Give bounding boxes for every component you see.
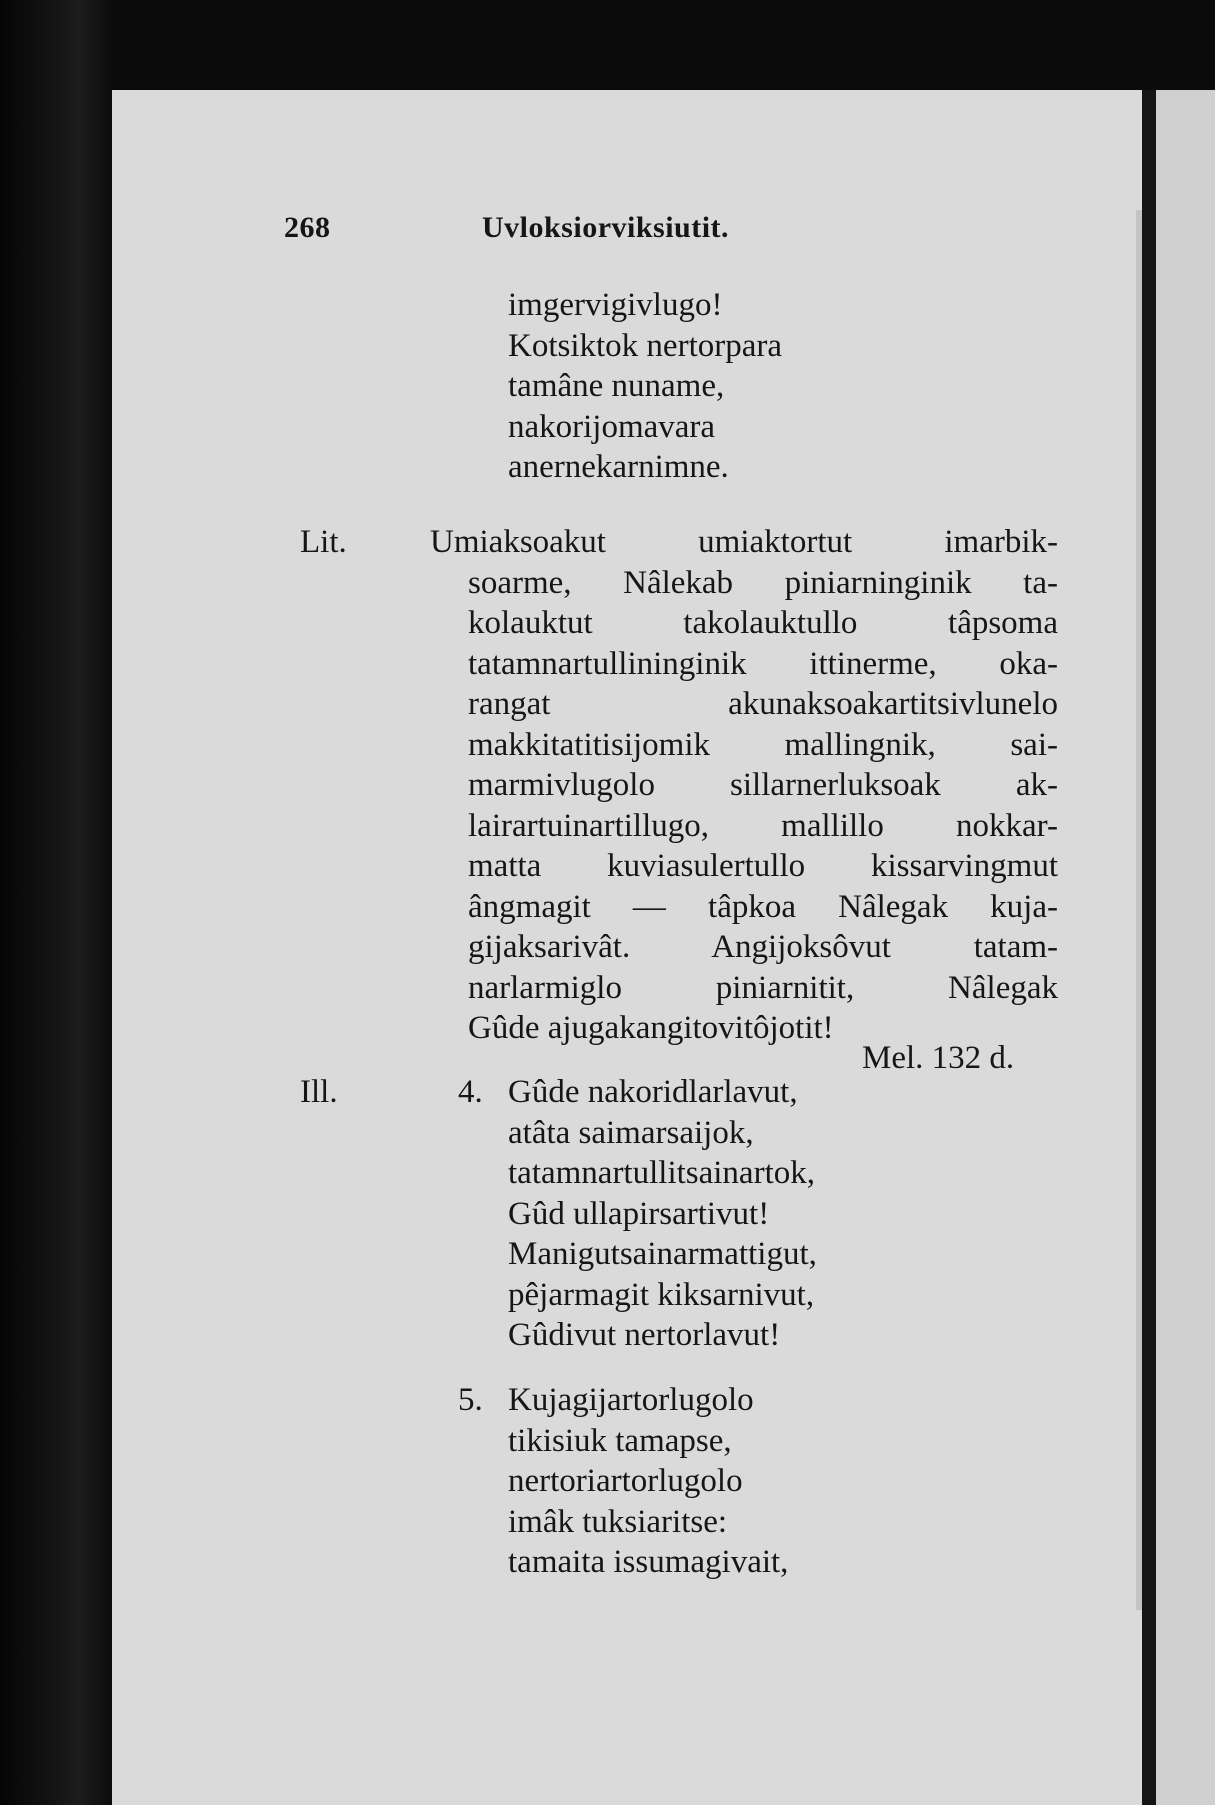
verse-line: Manigutsainarmattigut, <box>508 1236 817 1272</box>
paragraph-line: narlarmiglo piniarnitit, Nâlegak <box>468 969 1058 1006</box>
paragraph-line: gijaksarivât. Angijoksôvut tatam- <box>468 929 1058 965</box>
verse-line: Kujagijartorlugolo <box>508 1382 754 1418</box>
paragraph-line: soarme, Nâlekab piniarninginik ta- <box>468 564 1058 601</box>
paragraph-line: ângmagit — tâpkoa Nâlegak kuja- <box>468 888 1058 925</box>
facing-page-edge <box>1156 90 1215 1805</box>
verse-line: Gûdivut nertorlavut! <box>508 1317 781 1353</box>
paragraph-line: matta kuviasulertullo kissarvingmut <box>468 848 1058 884</box>
paragraph-line: lairartuinartillugo, mallillo nokkar- <box>468 807 1058 844</box>
verse-line: tamaita issumagivait, <box>508 1544 789 1580</box>
page-edge-shadow <box>1142 90 1156 1805</box>
verse-line: anernekarnimne. <box>508 449 729 485</box>
verse-line: Gûd ullapirsartivut! <box>508 1195 770 1232</box>
paragraph-line: tatamnartullininginik ittinerme, oka- <box>468 645 1058 682</box>
book-spine <box>0 0 112 1805</box>
paragraph-line: makkitatitisijomik mallingnik, sai- <box>468 726 1058 763</box>
verse-line: Gûde nakoridlarlavut, <box>508 1074 798 1110</box>
page-number: 268 <box>284 211 331 244</box>
stanza-opening <box>508 285 782 488</box>
verse-line: atâta saimarsaijok, <box>508 1114 754 1151</box>
verse-number-5: 5. <box>458 1382 483 1418</box>
verse-line: nertoriartorlugolo <box>508 1463 743 1499</box>
verse-line: Kotsiktok nertorpara <box>508 327 783 364</box>
verse-line: tatamnartullitsainartok, <box>508 1155 815 1191</box>
paragraph-line: marmivlugolo sillarnerluksoak ak- <box>468 767 1058 803</box>
running-title: Uvloksiorviksiutit. <box>482 211 730 244</box>
verse-line: tikisiuk tamapse, <box>508 1422 732 1459</box>
section-label-lit: Lit. <box>300 524 347 560</box>
section-label-ill: Ill. <box>300 1074 338 1110</box>
lit-paragraph <box>430 522 1058 1049</box>
verse-line: tamâne nuname, <box>508 368 725 404</box>
verse-5 <box>508 1380 788 1583</box>
verse-line: imâk tuksiaritse: <box>508 1503 728 1540</box>
verse-4 <box>508 1072 817 1356</box>
paragraph-line: kolauktut takolauktullo tâpsoma <box>468 605 1058 641</box>
verse-line: pêjarmagit kiksarnivut, <box>508 1276 815 1313</box>
paragraph-line: Gûde ajugakangitovitôjotit! <box>468 1010 834 1046</box>
melody-reference: Mel. 132 d. <box>862 1040 1015 1076</box>
paragraph-line: Umiaksoakut umiaktortut imarbik- <box>430 524 1058 560</box>
verse-number-4: 4. <box>458 1074 483 1110</box>
verse-line: imgervigivlugo! <box>508 287 723 323</box>
paragraph-line: rangat akunaksoakartitsivlunelo <box>468 686 1058 722</box>
verse-line: nakorijomavara <box>508 408 716 445</box>
